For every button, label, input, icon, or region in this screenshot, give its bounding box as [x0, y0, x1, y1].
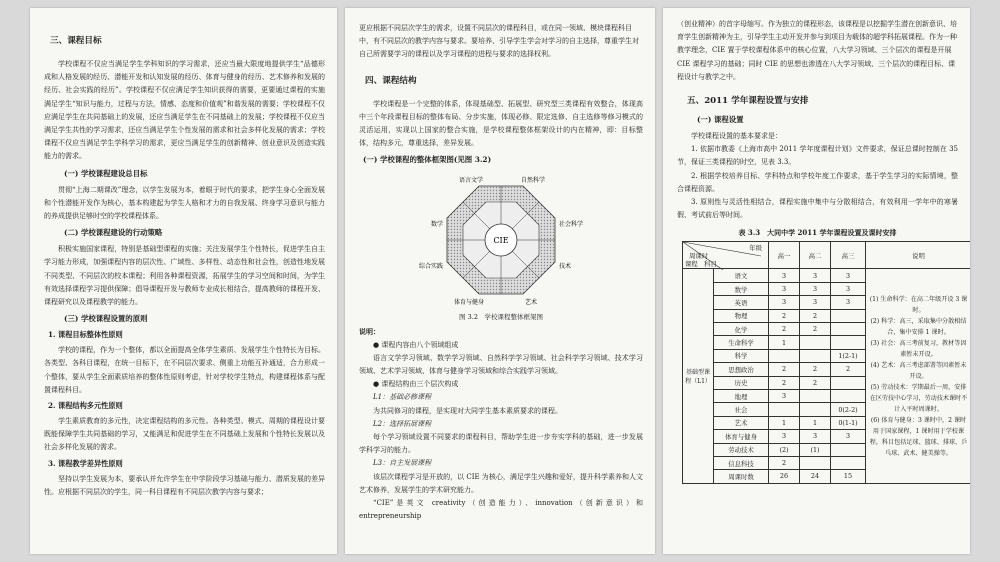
table-caption: 表 3.3 大同中学 2011 学年课程设置及课时安排 — [738, 228, 897, 238]
column-header: 高一 — [769, 242, 800, 269]
bullet: ● 课程结构由三个层次构成 — [373, 380, 459, 389]
table-corner-cell — [683, 242, 769, 269]
header-weekly: 周课时 — [689, 252, 709, 261]
paragraph: 贯彻“上海二期课改”理念，以学生发展为本，着眼于时代的要求，把学生身心全面发展和个性潜能开发作为核心，基本构建起为学生人格和才力的自我发展、终身学习意识与能力的养成提供足够时空的学校课程体系。 — [44, 185, 325, 221]
domain-label: 数学 — [430, 221, 443, 229]
hours-cell — [800, 456, 831, 469]
column-header: 高二 — [800, 242, 831, 269]
hours-cell: 3 — [800, 296, 831, 309]
hours-cell: 3 — [831, 430, 866, 443]
paragraph: 该层次课程学习是开放的，以 CIE 为核心，满足学生兴趣和爱好，提升科学素养和人文艺术修养，发展学生的学术研究能力。 — [359, 472, 643, 494]
subject-cell: 信息科技 — [714, 456, 769, 469]
hours-cell — [800, 336, 831, 349]
diagram-heading: (一) 学校课程的整体框架图(见图 3.2) — [363, 155, 492, 165]
hours-cell — [831, 376, 866, 389]
domain-label: 技术 — [559, 263, 572, 271]
hours-cell: 26 — [769, 470, 800, 483]
domain-label: 社会科学 — [559, 221, 584, 229]
hours-cell: 3 — [831, 282, 866, 295]
hours-cell: 24 — [800, 470, 831, 483]
subject-cell: 思想政治 — [714, 363, 769, 376]
subject-cell: 历史 — [714, 376, 769, 389]
page-right — [663, 8, 970, 554]
paragraph: 每个学习领域设置不同要求的课程科目，帮助学生进一步夯实学科的基础，进一步发展学科学习的能力。 — [359, 433, 643, 455]
hours-cell: 2 — [769, 456, 800, 469]
page-middle — [345, 8, 655, 554]
paragraph: 学校课程设置的基本要求是： — [691, 132, 782, 141]
column-header: 高三 — [831, 242, 866, 269]
subject-cell: 英语 — [714, 296, 769, 309]
hours-cell: 2 — [769, 376, 800, 389]
column-header: 说明 — [866, 242, 971, 269]
hours-cell: 1 — [769, 416, 800, 429]
note-item: (3) 社会：高三考前复习，教材等因素暂未开设。 — [870, 339, 967, 358]
subheading: (一) 学校课程建设总目标 — [64, 168, 148, 178]
domain-label: 艺术 — [524, 299, 538, 307]
page-left — [30, 8, 337, 554]
paragraph: 学校课程是一个完整的体系，体现基础型、拓展型、研究型三类课程有效整合，体现高中三个年段课程目标的整体布局、分步实施，体现必修、限定选修、自主选修等修习模式的灵活运用，实现以上国家的整合实施，是学校课程整体框架设计的内在精神，即：目标整体，结构多元，尊重选择，差异发展。 — [359, 99, 643, 148]
hours-cell: 3 — [769, 269, 800, 282]
hours-cell — [831, 336, 866, 349]
subject-cell: 地理 — [714, 389, 769, 402]
hours-cell — [831, 309, 866, 322]
hours-cell: 0(1-1) — [831, 416, 866, 429]
subheading: (一) 课程设置 — [697, 115, 744, 125]
paragraph: 为共同修习的课程，是实现对大同学生基本素质要求的课程。 — [373, 406, 562, 415]
hours-cell: (2) — [769, 443, 800, 456]
paragraph: 语言文学学习领域、数学学习领域、自然科学学习领域、社会科学学习领域、技术学习领域、艺术学习领域、体育与健身学习领域和综合实践学习领域。 — [359, 353, 643, 376]
note-title: 说明： — [359, 327, 380, 337]
subject-cell: 体育与健身 — [714, 430, 769, 443]
paragraph: 学校的课程，作为一个整体，都以全面提高全体学生素质、发展学生个性特长为目标。各类型、各科目课程，在统一目标下，在不同层次要求、侧重上功能互补通适，合力形成一个整体，要从学生全面素质培养的整体性原则考虑，针对学校学生特点，构建课程体系与配置课程科目。 — [44, 346, 325, 394]
course-framework-diagram — [401, 170, 601, 310]
hours-cell: 1(2-1) — [831, 349, 866, 362]
subheading: (二) 学校课程建设的行动策略 — [64, 228, 163, 238]
hours-cell — [800, 403, 831, 416]
subject-cell: 化学 — [714, 323, 769, 336]
subject-cell: 数学 — [714, 282, 769, 295]
subject-cell: 社会 — [714, 403, 769, 416]
hours-cell — [800, 349, 831, 362]
paragraph: 积极实施国家课程，特别是基础型课程的实施；关注发展学生个性特长，促进学生自主学习能力形成，加强课程内容的层次性、广域性、多样性、动态性和社会性，创造性地发展不同类型、不同层次的校本课程；利用各种课程资源，拓展学生的学习空间和时间，为学生有效选择课程学习提供保障；倡导课程开发与教师专业成长相结合，提高教师的课程开发、课程研究以及课程教学的能力。 — [44, 245, 325, 307]
hours-cell: 3 — [800, 282, 831, 295]
section-heading-2011: 五、2011 学年课程设置与安排 — [687, 96, 809, 107]
hours-cell: 3 — [769, 282, 800, 295]
subject-cell: 艺术 — [714, 416, 769, 429]
level-label: L1：基础必修课程 — [373, 393, 432, 402]
bullet: ● 课程内容由八个领域组成 — [373, 340, 459, 349]
header-grade: 年级 — [749, 244, 762, 253]
hours-cell: 1 — [769, 336, 800, 349]
diagram-center-label: CIE — [493, 236, 509, 246]
subject-cell: 生命科学 — [714, 336, 769, 349]
subject-cell: 劳动技术 — [714, 443, 769, 456]
hours-cell — [831, 456, 866, 469]
section-heading-goal: 三、课程目标 — [50, 36, 102, 46]
subheading: (三) 学校课程设置的原则 — [64, 314, 148, 324]
principle-heading: 1. 课程目标整体性原则 — [48, 330, 123, 340]
hours-cell: 2 — [769, 323, 800, 336]
domain-label: 体育与健身 — [453, 299, 485, 307]
hours-cell: 3 — [831, 269, 866, 282]
hours-cell: 3 — [769, 296, 800, 309]
section-heading-structure: 四、课程结构 — [365, 75, 417, 86]
domain-label: 语言文学 — [458, 177, 484, 185]
hours-cell: 2 — [800, 309, 831, 322]
figure-caption: 图 3.2 学校课程整体框架图 — [459, 313, 543, 322]
hours-cell — [800, 389, 831, 402]
hours-cell — [831, 323, 866, 336]
hours-cell: (1) — [800, 443, 831, 456]
hours-cell: 3 — [800, 430, 831, 443]
subject-cell: 周课时数 — [714, 470, 769, 483]
hours-cell — [831, 389, 866, 402]
principle-heading: 3. 课程教学差异性原则 — [48, 458, 123, 468]
course-group: 基础型课程（L1） — [683, 269, 714, 483]
requirement-item: 3. 原则性与灵活性相结合，课程实施中集中与分散相结合，有效利用一学年中的寒暑假、考试前后等时间。 — [677, 198, 958, 220]
note-item: (6) 体育与健身：3 课时中，2 课时用于国家课程，1 课时用于学校课程，科目包括足球、篮球、排球、乒乓球、武术、健美操等。 — [869, 416, 968, 457]
hours-cell: 2 — [769, 309, 800, 322]
level-label: L3：自主发展课程 — [373, 459, 432, 468]
note-item: (4) 艺术：高三考虑部署等因素暂未开设。 — [870, 361, 967, 380]
hours-cell: 2 — [800, 323, 831, 336]
note-item: (1) 生命科学：在高二年级开设 3 课时。 — [869, 295, 968, 314]
table-row — [683, 269, 971, 282]
paragraph: 更应根据不同层次学生的需求，设置不同层次的课程科目，或在同一领域、模块课程科目中，有不同层次的教学内容与要求。要培养、引导学生学会对学习的自主选择，尊重学生对自己所需要学习的课程以及学习课程的进程与要求的选择权利。 — [359, 24, 639, 59]
hours-cell — [769, 403, 800, 416]
note-item: (5) 劳动技术：学期最后一周，安排在区劳技中心学习，劳动技术课时不计入平时周课时。 — [869, 383, 968, 413]
hours-cell: 3 — [800, 269, 831, 282]
hours-cell: 2 — [831, 363, 866, 376]
paragraph: （创业精神）的首字母缩写。作为独立的课程形态，该课程是以挖掘学生潜在创新意识、培育学生创新精神为主，引导学生主动开发并参与到项目为载体的超学科拓展课程。作为一种教学理念，CIE 置于学校课程体系中的核心位置，八大学习领域、三个层次的课程是开展 CIE 课程学习的基础；同时 CIE 的思想也渗透在八大学习领域、三个层次的课程目标、课程设计与教学之中。 — [677, 20, 957, 81]
hours-cell: 2 — [800, 363, 831, 376]
requirement-item: 1. 依据市教委《上海市高中 2011 学年度课程计划》文件要求，保证总课时控制在 35 节，保证三类课程的时空，见表 3.3。 — [677, 145, 958, 167]
hours-cell — [831, 443, 866, 456]
domain-label: 自然科学 — [520, 177, 546, 185]
note-item: (2) 科学：高三，采取集中分散相结合，集中安排 1 课时。 — [870, 317, 967, 336]
subject-cell: 科学 — [714, 349, 769, 362]
hours-cell: 3 — [769, 389, 800, 402]
paragraph: 坚持以学生发展为本，要承认并允许学生在中学阶段学习基础与能力、潜质发展的差异性。应根据不同层次的学生，同一科目课程有不同层次教学内容与要求； — [44, 474, 325, 496]
hours-cell: 2 — [769, 363, 800, 376]
notes-cell — [866, 269, 971, 483]
paragraph: “CIE”是英文 creativity（创造能力）、innovation（创新意识）和 entrepreneurship — [359, 499, 643, 521]
domain-label: 综合实践 — [418, 263, 443, 271]
paragraph: 学校课程不仅应当满足学生学科知识的学习需求，还应当最大限度地提供学生“品德形成和人格发展的经历、潜能开发和认知发展的经历、体育与健身的经历、艺术修养和发展的经历、社会实践的经历”。学校课程不仅应满足学生知识获得的需要，更要通过课程的实施满足学生“知识与能力，过程与方法，情感、态度和价值观”和谐发展的需要；学校课程不仅应满足学生在共同基础上的发展，还应当满足学生在不同基础上的发展；学校课程不仅应当满足学生共性的学习需求，还应当满足学生个性发展的需求和社会多样化发展的需求；学校课程不仅应当满足学生学科学习的需求，更应当满足学生的创新精神、创业意识及创造实践能力的需求。 — [44, 60, 325, 161]
level-label: L2：选择拓展课程 — [373, 419, 432, 428]
header-course: 课程 科目 — [685, 260, 717, 269]
subject-cell: 物理 — [714, 309, 769, 322]
requirement-item: 2. 根据学校培养目标、学科特点和学校年度工作要求，基于学生学习的实际情境，整合课程资源。 — [677, 171, 958, 193]
hours-cell: 1 — [800, 416, 831, 429]
hours-cell: 3 — [831, 296, 866, 309]
hours-cell: 3 — [769, 430, 800, 443]
hours-cell: 15 — [831, 470, 866, 483]
principle-heading: 2. 课程结构多元性原则 — [48, 401, 123, 411]
course-schedule-table — [682, 241, 970, 483]
hours-cell — [769, 349, 800, 362]
subject-cell: 语文 — [714, 269, 769, 282]
paragraph: 学生素质教育的多元性，决定课程结构的多元性。各种类型、模式、周期的课程设计要既能保障学生共同基础的学习，又能满足和促进学生在不同基础上发展和个性特长发展以及社会多样化发展的需求。 — [44, 417, 325, 452]
hours-cell: 0(2-2) — [831, 403, 866, 416]
hours-cell: 2 — [800, 376, 831, 389]
